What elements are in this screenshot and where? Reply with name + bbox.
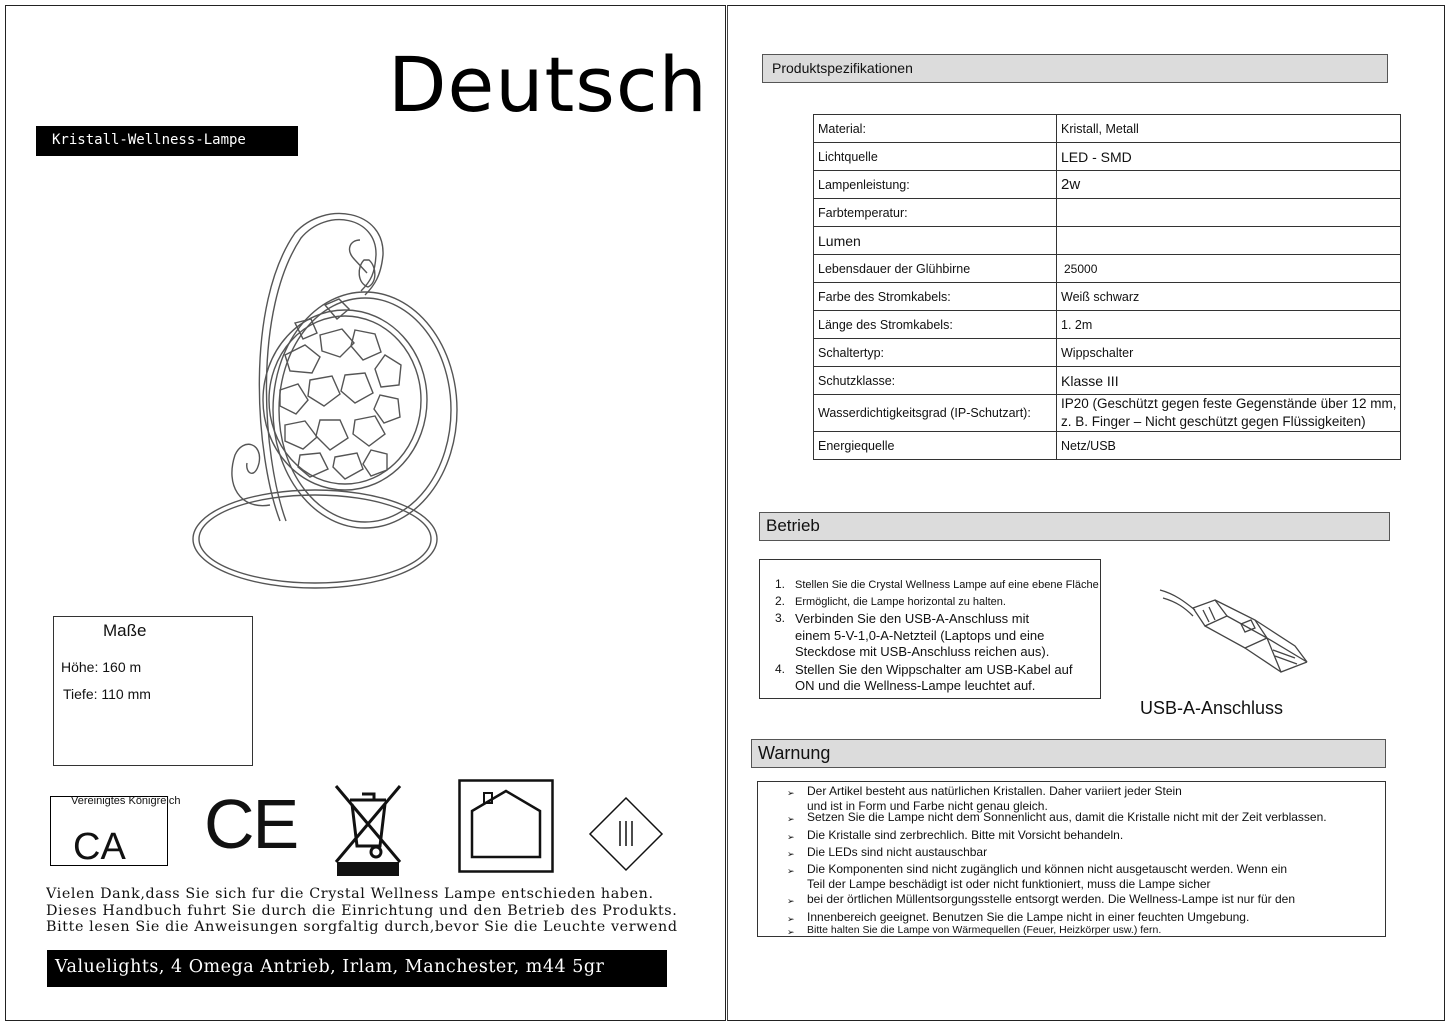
table-row xyxy=(814,395,1401,432)
warning-section-header: Warnung xyxy=(751,739,1386,768)
step-line: Verbinden Sie den USB-A-Anschluss mit xyxy=(795,611,1030,626)
product-label: Kristall-Wellness-Lampe xyxy=(36,126,298,156)
spec-value xyxy=(1057,395,1401,432)
spec-value: LED - SMD xyxy=(1057,143,1401,171)
thanks-paragraph xyxy=(46,886,688,936)
spec-value-line: IP20 (Geschützt gegen feste Gegenstände über 12 mm, xyxy=(1061,396,1397,411)
arrow-bullet-icon: ➢ xyxy=(787,788,795,798)
warning-line: Die Komponenten sind nicht zugänglich und können nicht ausgetauscht werden. Wenn ein xyxy=(807,862,1288,877)
warning-line: Teil der Lampe beschädigt ist oder nicht funktioniert, muss die Lampe sicher xyxy=(807,877,1211,892)
thanks-line: Vielen Dank,dass Sie sich fur die Crystal Wellness Lampe entschieden haben. xyxy=(46,886,654,902)
warning-line: Die Kristalle sind zerbrechlich. Bitte mit Vorsicht behandeln. xyxy=(807,827,1124,842)
spec-key: Lampenleistung: xyxy=(814,171,1057,199)
table-row xyxy=(814,143,1401,171)
arrow-bullet-icon: ➢ xyxy=(787,814,795,825)
spec-key: Farbe des Stromkabels: xyxy=(814,283,1057,311)
step-text xyxy=(795,594,1006,610)
list-item xyxy=(787,828,1377,845)
thanks-line: Dieses Handbuch fuhrt Sie durch die Einrichtung und den Betrieb des Produkts. xyxy=(46,902,678,919)
arrow-bullet-icon: ➢ xyxy=(787,866,795,877)
usb-plug-icon xyxy=(1155,580,1315,690)
warning-line: Bitte halten Sie die Lampe von Wärmequellen (Feuer, Heizkörper usw.) fern. xyxy=(807,923,1162,936)
list-item xyxy=(787,892,1377,909)
spec-value xyxy=(1057,227,1401,255)
warning-line: Der Artikel besteht aus natürlichen Kristallen. Daher variiert jeder Stein xyxy=(807,784,1182,798)
list-item xyxy=(775,594,1105,610)
dimensions-title: Maße xyxy=(103,621,147,640)
spec-key: Schutzklasse: xyxy=(814,367,1057,395)
warning-text xyxy=(807,862,1287,892)
ce-mark: CE xyxy=(204,785,298,863)
dimensions-height: Höhe: 160 m xyxy=(61,659,142,675)
step-text xyxy=(795,662,1072,695)
list-item xyxy=(775,577,1105,593)
table-row xyxy=(814,339,1401,367)
list-item xyxy=(787,810,1377,827)
spec-key: Wasserdichtigkeitsgrad (IP-Schutzart): xyxy=(814,395,1057,432)
table-row xyxy=(814,199,1401,227)
address-bar: Valuelights, 4 Omega Antrieb, Irlam, Manchester, m44 5gr xyxy=(47,950,667,987)
spec-value: 1. 2m xyxy=(1057,311,1401,339)
arrow-bullet-icon: ➢ xyxy=(787,896,795,907)
step-line: ON und die Wellness-Lampe leuchtet auf. xyxy=(795,678,1036,693)
spec-value xyxy=(1057,199,1401,227)
lamp-illustration xyxy=(185,205,475,595)
arrow-bullet-icon: ➢ xyxy=(787,848,795,859)
warning-line: bei der örtlichen Müllentsorgungsstelle entsorgt werden. Die Wellness-Lampe ist nur für den xyxy=(807,892,1296,907)
warning-line: Die LEDs sind nicht austauschbar xyxy=(807,844,988,859)
spec-value: Weiß schwarz xyxy=(1057,283,1401,311)
language-title: Deutsch xyxy=(388,40,708,129)
step-text xyxy=(795,611,1049,661)
table-row xyxy=(814,115,1401,143)
step-number: 2. xyxy=(775,594,786,608)
arrow-bullet-icon: ➢ xyxy=(787,913,795,924)
warning-line: Innenbereich geeignet. Benutzen Sie die Lampe nicht in einer feuchten Umgebung. xyxy=(807,909,1250,924)
step-line: Stellen Sie den Wippschalter am USB-Kabel auf xyxy=(795,661,1073,677)
class-iii-icon xyxy=(588,796,664,872)
table-row xyxy=(814,432,1401,460)
spec-key: Länge des Stromkabels: xyxy=(814,311,1057,339)
table-row xyxy=(814,227,1401,255)
warning-line: und ist in Form und Farbe nicht genau gleich. xyxy=(807,799,1048,814)
list-item xyxy=(787,862,1377,892)
step-text xyxy=(795,577,1099,593)
spec-key: Lebensdauer der Glühbirne xyxy=(814,255,1057,283)
steps-list xyxy=(775,577,1105,696)
ukca-label: Vereinigtes Königreich xyxy=(71,795,181,807)
warning-line: Setzen Sie die Lampe nicht dem Sonnenlicht aus, damit die Kristalle nicht mit der Zeit verblassen. xyxy=(807,810,1327,825)
step-number: 3. xyxy=(775,611,786,625)
spec-key: Farbtemperatur: xyxy=(814,199,1057,227)
list-item xyxy=(787,923,1377,940)
usb-caption: USB-A-Anschluss xyxy=(1140,698,1284,718)
arrow-bullet-icon: ➢ xyxy=(787,926,795,937)
step-line: Steckdose mit USB-Anschluss reichen aus). xyxy=(795,644,1050,659)
spec-section-header: Produktspezifikationen xyxy=(762,54,1388,83)
spec-value-line: z. B. Finger – Nicht geschützt gegen Flüssigkeiten) xyxy=(1061,414,1366,429)
spec-value: Wippschalter xyxy=(1057,339,1401,367)
table-row xyxy=(814,367,1401,395)
indoor-use-icon xyxy=(458,779,554,873)
list-item xyxy=(787,845,1377,862)
spec-value: Kristall, Metall xyxy=(1057,115,1401,143)
warning-list xyxy=(787,784,1377,940)
step-line: Stellen Sie die Crystal Wellness Lampe auf eine ebene Fläche xyxy=(795,579,1099,591)
table-row xyxy=(814,311,1401,339)
spec-value: Klasse III xyxy=(1057,367,1401,395)
table-row xyxy=(814,171,1401,199)
spec-value: 2w xyxy=(1057,171,1401,199)
spec-key: Lumen xyxy=(814,227,1057,255)
spec-key: Energiequelle xyxy=(814,432,1057,460)
operation-section-header: Betrieb xyxy=(759,512,1390,541)
table-row xyxy=(814,255,1401,283)
spec-key: Schaltertyp: xyxy=(814,339,1057,367)
spec-value: Netz/USB xyxy=(1057,432,1401,460)
ukca-mark: CA xyxy=(73,826,126,868)
step-line: einem 5-V-1,0-A-Netzteil (Laptops und eine xyxy=(795,627,1045,643)
table-row xyxy=(814,283,1401,311)
weee-bin-icon xyxy=(330,782,406,878)
list-item xyxy=(775,611,1105,661)
dimensions-depth: Tiefe: 110 mm xyxy=(63,686,151,702)
list-item xyxy=(775,662,1105,695)
step-line: Ermöglicht, die Lampe horizontal zu halten. xyxy=(795,596,1006,608)
spec-key: Material: xyxy=(814,115,1057,143)
spec-table xyxy=(813,114,1401,460)
thanks-line: Bitte lesen Sie die Anweisungen sorgfaltig durch,bevor Sie die Leuchte verwend xyxy=(46,919,678,936)
arrow-bullet-icon: ➢ xyxy=(787,831,795,842)
step-number: 1. xyxy=(775,577,786,591)
step-number: 4. xyxy=(775,661,786,676)
spec-value: 25000 xyxy=(1057,255,1401,283)
spec-key: Lichtquelle xyxy=(814,143,1057,171)
